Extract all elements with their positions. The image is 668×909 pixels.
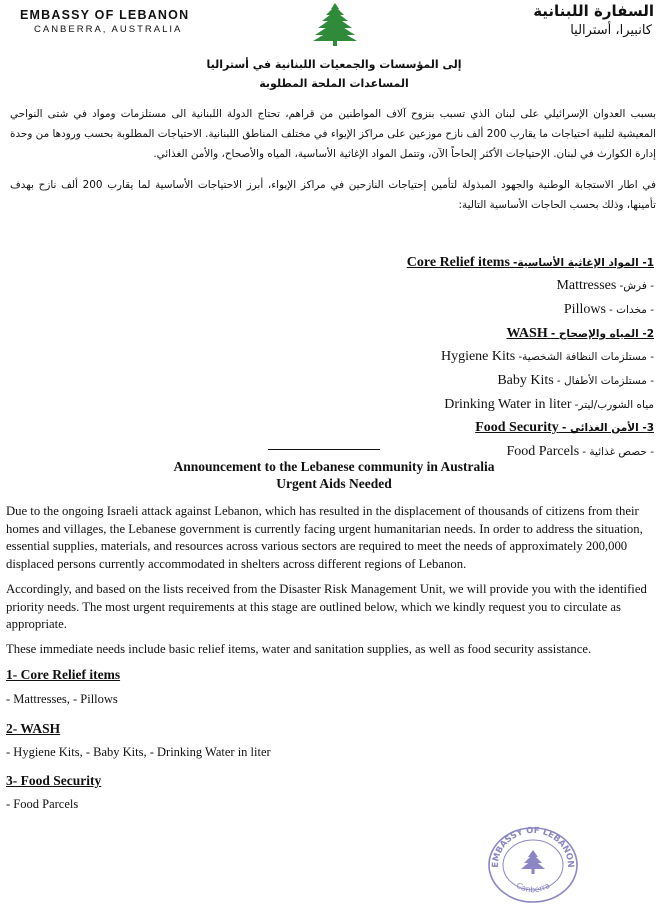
list-item-ar: - مستلزمات الأطفال - xyxy=(556,375,654,387)
english-title-line2: Urgent Aids Needed xyxy=(276,476,392,491)
arabic-heading-line1: إلى المؤسسات والجمعيات اللبنانية في أستراليا xyxy=(206,58,462,71)
list-heading-wash xyxy=(506,326,654,342)
list-heading-food-security xyxy=(475,420,654,436)
list-heading-food-ar: 3- الأمن الغذائي - xyxy=(561,422,654,434)
english-items-wash: - Hygiene Kits, - Baby Kits, - Drinking Water in liter xyxy=(6,745,271,759)
english-section-core-relief: 1- Core Relief items xyxy=(6,667,121,682)
list-item xyxy=(444,397,654,413)
cedar-tree-icon xyxy=(312,2,358,46)
arabic-paragraph-2: في اطار الاستجابة الوطنية والجهود المبذولة لتأمين إحتياجات النازحين في مراكز الإيواء، أبرز الاحتياجات الأساسية لما يقارب 200 ألف نازح بهدف تأمينها، وذلك بحسب الحاجات الأساسية التالية: xyxy=(10,179,656,211)
list-heading-food-en: Food Security xyxy=(475,420,559,435)
english-paragraph-1: Due to the ongoing Israeli attack against Lebanon, which has resulted in the displacement of thousands of citizens from their homes and villages, the Lebanese government is currently facing urgent humanitarian needs. In order to address the situation, essential supplies, materials, and resources across various sectors are required to meet the needs of approximately 200,000 displaced persons currently accommodated in shelters across different regions of Lebanon. xyxy=(6,504,643,571)
list-item-en: Food Parcels xyxy=(506,444,580,459)
english-title-line1: Announcement to the Lebanese community in Australia xyxy=(173,459,495,474)
list-item-ar: مياه الشورب/ليتر- xyxy=(574,399,654,411)
list-item xyxy=(497,373,654,389)
list-heading-core-relief-en: Core Relief items xyxy=(406,255,510,270)
list-item-ar: - حصص غذائية - xyxy=(582,446,654,458)
embassy-name-en: EMBASSY OF LEBANON xyxy=(20,8,190,22)
embassy-stamp xyxy=(486,826,580,904)
list-heading-wash-en: WASH xyxy=(506,326,548,341)
list-item-en: Baby Kits xyxy=(497,373,554,388)
english-items-core-relief: - Mattresses, - Pillows xyxy=(6,692,118,706)
list-heading-wash-ar: 2- المياه والإصحاح - xyxy=(550,328,654,340)
english-paragraph-2: Accordingly, and based on the lists received from the Disaster Risk Management Unit, we will provide you with the identified priority needs. The most urgent requirements at this stage are outlined below, which we kindly request you to circulate as appropriate. xyxy=(6,582,647,631)
stamp-text-bottom: Canberra xyxy=(514,880,552,895)
list-heading-core-relief-ar: 1- المواد الإغاثية الأساسية- xyxy=(513,257,654,269)
list-item-en: Pillows xyxy=(563,302,606,317)
list-heading-core-relief xyxy=(407,255,654,271)
english-section-wash: 2- WASH xyxy=(6,721,61,736)
arabic-paragraph-1: بسبب العدوان الإسرائيلي على لبنان الذي تسبب بنزوح آلاف المواطنين من قراهم، تحتاج الدولة اللبنانية الى مستلزمات ومواد في شتى النواحي المعيشية لتلبية احتياجات ما يقارب 200 ألف نازح موزعين على مراكز الإيواء في مختلف المناطق اللبنانية. الاحتياجات المطلوبة بحسب ورودها من وحدة إدارة الكوارث في لبنان. الإحتياجات الأكثر إلحاحاً الآن، وتتمل المواد الإغاثية الأساسية، المياه والأصحاح، والأمن الغذائي. xyxy=(10,108,656,160)
list-item xyxy=(441,349,654,365)
english-paragraph-3: These immediate needs include basic relief items, water and sanitation supplies, as well as food security assistance. xyxy=(6,642,592,656)
embassy-location-en: CANBERRA, AUSTRALIA xyxy=(34,24,183,35)
section-divider xyxy=(268,449,380,450)
list-item xyxy=(556,278,654,294)
list-item-ar: - مخدات - xyxy=(609,304,654,316)
embassy-name-ar: السفارة اللبنانية xyxy=(533,2,654,20)
english-items-food-security: - Food Parcels xyxy=(6,797,79,811)
stamp-text-top: EMBASSY OF LEBANON xyxy=(490,826,576,868)
list-item-en: Mattresses xyxy=(556,278,617,293)
list-item-ar: - فرش- xyxy=(619,280,654,292)
list-item-en: Hygiene Kits xyxy=(440,349,516,364)
english-section-food-security: 3- Food Security xyxy=(6,773,102,788)
list-item xyxy=(564,302,654,318)
svg-text:Canberra xyxy=(515,881,552,895)
arabic-heading-line2: المساعدات الملحة المطلوبة xyxy=(259,77,409,90)
list-item-en: Drinking Water in liter xyxy=(444,397,572,412)
list-item-ar: - مستلزمات النظافة الشخصية- xyxy=(518,351,654,363)
embassy-location-ar: كانبيرا، أستراليا xyxy=(570,23,652,38)
